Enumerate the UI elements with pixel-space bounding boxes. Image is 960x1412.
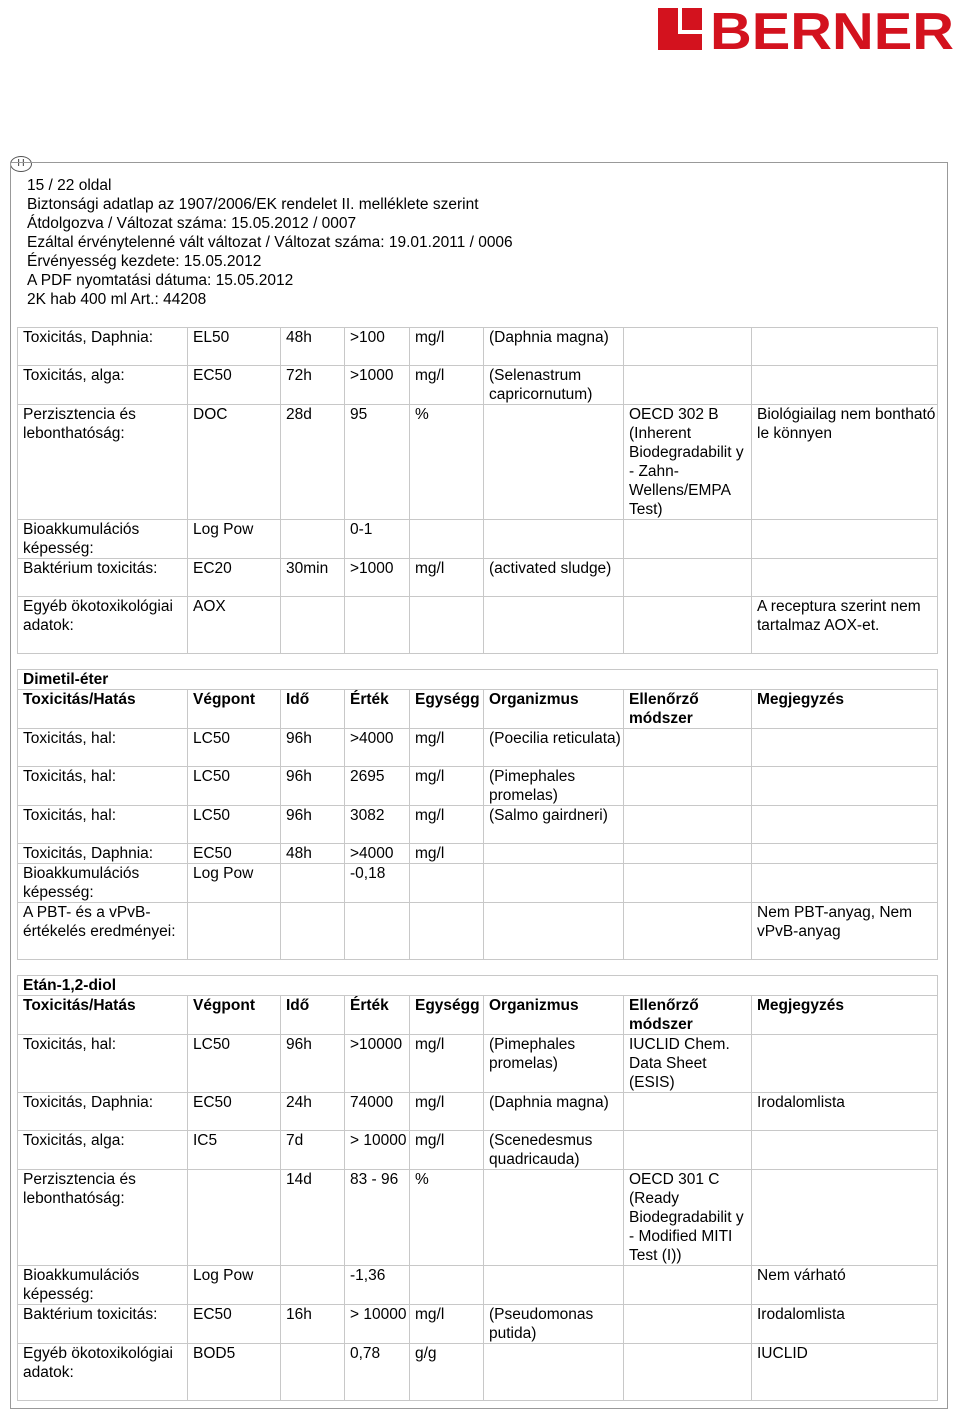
logo-text: BERNER <box>710 3 954 53</box>
table-cell <box>484 597 624 654</box>
table-row <box>18 520 938 559</box>
table-cell: IUCLID Chem. Data Sheet (ESIS) <box>624 1035 752 1093</box>
table-cell: >100 <box>345 328 410 366</box>
table-cell <box>484 1344 624 1401</box>
table-cell: Bioakkumulációs képesség: <box>18 520 188 559</box>
table-cell: 30min <box>281 559 345 597</box>
table-cell <box>624 328 752 366</box>
table-cell <box>484 520 624 559</box>
table-cell: -0,18 <box>345 864 410 903</box>
table-cell: Toxicitás, hal: <box>18 729 188 767</box>
table-cell: Toxicitás, hal: <box>18 1035 188 1093</box>
table-cell: Biológiailag nem bontható le könnyen <box>752 405 938 520</box>
table-cell <box>281 903 345 960</box>
table-cell: 14d <box>281 1170 345 1266</box>
column-header: Toxicitás/Hatás <box>18 690 188 729</box>
table-cell: 0,78 <box>345 1344 410 1401</box>
table-cell: LC50 <box>188 729 281 767</box>
header-row <box>18 996 938 1035</box>
table-cell: Egyéb ökotoxikológiai adatok: <box>18 597 188 654</box>
table-continuation <box>17 327 938 654</box>
table-cell: OECD 302 B (Inherent Biodegradabilit y - Zahn-Wellens/EMPA Test) <box>624 405 752 520</box>
table-cell: 96h <box>281 729 345 767</box>
table-cell: 96h <box>281 806 345 844</box>
table-cell: 16h <box>281 1305 345 1344</box>
table-cell <box>624 1093 752 1131</box>
table-cell <box>281 1266 345 1305</box>
table-cell: (Scenedesmus quadricauda) <box>484 1131 624 1170</box>
table-cell: 2695 <box>345 767 410 806</box>
table-cell <box>624 1344 752 1401</box>
table-cell <box>410 520 484 559</box>
table-cell <box>624 729 752 767</box>
column-header: Ellenőrző módszer <box>624 690 752 729</box>
table-cell: EC50 <box>188 1093 281 1131</box>
table-cell <box>752 366 938 405</box>
table-cell: Egyéb ökotoxikológiai adatok: <box>18 1344 188 1401</box>
table-cell: Perzisztencia és lebonthatóság: <box>18 405 188 520</box>
print-date-line: A PDF nyomtatási dátuma: 15.05.2012 <box>27 272 294 289</box>
table-cell: >1000 <box>345 559 410 597</box>
table-cell: AOX <box>188 597 281 654</box>
table-cell: LC50 <box>188 806 281 844</box>
table-row <box>18 806 938 844</box>
table-cell: Toxicitás, Daphnia: <box>18 1093 188 1131</box>
table-cell: (Daphnia magna) <box>484 1093 624 1131</box>
document-header <box>27 176 513 309</box>
table-cell <box>752 864 938 903</box>
column-header: Organizmus <box>484 690 624 729</box>
table-cell: 24h <box>281 1093 345 1131</box>
table-cell <box>752 1131 938 1170</box>
table-cell: mg/l <box>410 729 484 767</box>
table-cell: 95 <box>345 405 410 520</box>
table-cell: % <box>410 405 484 520</box>
table-cell: mg/l <box>410 559 484 597</box>
table-cell: mg/l <box>410 767 484 806</box>
table-cell <box>281 864 345 903</box>
table-cell <box>624 597 752 654</box>
column-header: Megjegyzés <box>752 996 938 1035</box>
table-cell: >4000 <box>345 844 410 864</box>
table-cell: BOD5 <box>188 1344 281 1401</box>
table-cell: (activated sludge) <box>484 559 624 597</box>
section-title: Dimetil-éter <box>18 670 938 690</box>
table-cell <box>752 1170 938 1266</box>
table-row <box>18 729 938 767</box>
table-cell: Nem PBT-anyag, Nem vPvB-anyag <box>752 903 938 960</box>
table-cell <box>624 806 752 844</box>
table-cell <box>624 520 752 559</box>
table-cell <box>410 1266 484 1305</box>
table-cell <box>624 559 752 597</box>
table-cell <box>188 1170 281 1266</box>
table-cell <box>624 366 752 405</box>
table-row <box>18 1170 938 1266</box>
table-cell: > 10000 <box>345 1305 410 1344</box>
table-cell <box>752 844 938 864</box>
table-cell: mg/l <box>410 844 484 864</box>
table-cell: 48h <box>281 844 345 864</box>
table-cell <box>624 1131 752 1170</box>
table-cell: mg/l <box>410 366 484 405</box>
table-cell: mg/l <box>410 806 484 844</box>
table-cell: EC50 <box>188 1305 281 1344</box>
table-cell <box>752 767 938 806</box>
table-cell: DOC <box>188 405 281 520</box>
table-cell: Toxicitás, hal: <box>18 806 188 844</box>
table-cell: Baktérium toxicitás: <box>18 559 188 597</box>
table-cell: 7d <box>281 1131 345 1170</box>
table-cell: >1000 <box>345 366 410 405</box>
table-cell: (Pseudomonas putida) <box>484 1305 624 1344</box>
table-cell: A receptura szerint nem tartalmaz AOX-et. <box>752 597 938 654</box>
table-cell: EC20 <box>188 559 281 597</box>
table-row <box>18 903 938 960</box>
table-ethanediol <box>17 975 938 1401</box>
column-header: Végpont <box>188 996 281 1035</box>
table-cell: -1,36 <box>345 1266 410 1305</box>
table-row <box>18 767 938 806</box>
table-row <box>18 366 938 405</box>
table-cell <box>484 844 624 864</box>
table-cell: A PBT- és a vPvB-értékelés eredményei: <box>18 903 188 960</box>
table-row <box>18 559 938 597</box>
table-cell <box>281 520 345 559</box>
table-cell: Perzisztencia és lebonthatóság: <box>18 1170 188 1266</box>
table-row <box>18 844 938 864</box>
table-cell: OECD 301 C (Ready Biodegradabilit y - Modified MITI Test (I)) <box>624 1170 752 1266</box>
table-cell <box>484 864 624 903</box>
table-cell: Log Pow <box>188 1266 281 1305</box>
table-cell <box>484 903 624 960</box>
column-header: Megjegyzés <box>752 690 938 729</box>
table-cell <box>410 903 484 960</box>
table-cell: 48h <box>281 328 345 366</box>
table-cell: IUCLID <box>752 1344 938 1401</box>
table-cell <box>188 903 281 960</box>
column-header: Toxicitás/Hatás <box>18 996 188 1035</box>
table-cell <box>624 1266 752 1305</box>
table-cell: Toxicitás, hal: <box>18 767 188 806</box>
table-cell: 3082 <box>345 806 410 844</box>
column-header: Idő <box>281 690 345 729</box>
table-cell <box>410 597 484 654</box>
table-cell <box>281 597 345 654</box>
table-cell: Toxicitás, Daphnia: <box>18 328 188 366</box>
table-cell: Toxicitás, alga: <box>18 1131 188 1170</box>
table-cell <box>624 1305 752 1344</box>
table-cell: Toxicitás, Daphnia: <box>18 844 188 864</box>
table-cell: mg/l <box>410 1035 484 1093</box>
table-row <box>18 1305 938 1344</box>
table-cell: >10000 <box>345 1035 410 1093</box>
table-cell <box>281 1344 345 1401</box>
table-cell: % <box>410 1170 484 1266</box>
table-cell: EC50 <box>188 844 281 864</box>
table-cell: 72h <box>281 366 345 405</box>
table-row <box>18 864 938 903</box>
table-cell <box>624 864 752 903</box>
berner-logo <box>656 3 956 53</box>
page-number: 15 / 22 oldal <box>27 177 112 194</box>
table-cell: mg/l <box>410 328 484 366</box>
table-cell: Log Pow <box>188 520 281 559</box>
product-line: 2K hab 400 ml Art.: 44208 <box>27 291 207 308</box>
table-cell: mg/l <box>410 1093 484 1131</box>
table-cell: (Selenastrum capricornutum) <box>484 366 624 405</box>
table-cell: Log Pow <box>188 864 281 903</box>
table-cell: EC50 <box>188 366 281 405</box>
table-cell: mg/l <box>410 1305 484 1344</box>
table-row <box>18 1344 938 1401</box>
country-badge: H <box>10 156 32 172</box>
table-cell: 96h <box>281 1035 345 1093</box>
column-header: Érték <box>345 996 410 1035</box>
table-cell: Nem várható <box>752 1266 938 1305</box>
table-row <box>18 405 938 520</box>
table-cell: Irodalomlista <box>752 1093 938 1131</box>
table-cell: EL50 <box>188 328 281 366</box>
table-cell: (Salmo gairdneri) <box>484 806 624 844</box>
table-cell <box>752 729 938 767</box>
table-cell: 83 - 96 <box>345 1170 410 1266</box>
table-cell <box>752 328 938 366</box>
table-row <box>18 328 938 366</box>
table-cell: 96h <box>281 767 345 806</box>
column-header: Egységg <box>410 690 484 729</box>
table-row <box>18 597 938 654</box>
table-cell <box>624 903 752 960</box>
table-cell: Baktérium toxicitás: <box>18 1305 188 1344</box>
table-cell: LC50 <box>188 1035 281 1093</box>
table-cell: g/g <box>410 1344 484 1401</box>
table-cell <box>484 1266 624 1305</box>
table-cell <box>410 864 484 903</box>
table-row <box>18 1035 938 1093</box>
table-cell <box>752 559 938 597</box>
column-header: Organizmus <box>484 996 624 1035</box>
table-row <box>18 1093 938 1131</box>
table-cell <box>752 806 938 844</box>
table-cell <box>624 767 752 806</box>
regulation-line: Biztonsági adatlap az 1907/2006/EK rendelet II. melléklete szerint <box>27 196 479 213</box>
table-cell: (Poecilia reticulata) <box>484 729 624 767</box>
table-cell: Bioakkumulációs képesség: <box>18 1266 188 1305</box>
table-cell <box>752 520 938 559</box>
table-cell: >4000 <box>345 729 410 767</box>
table-cell <box>484 405 624 520</box>
table-row <box>18 1131 938 1170</box>
revision-line: Átdolgozva / Változat száma: 15.05.2012 / 0007 <box>27 215 357 232</box>
table-cell: Toxicitás, alga: <box>18 366 188 405</box>
column-header: Érték <box>345 690 410 729</box>
table-cell: > 10000 <box>345 1131 410 1170</box>
table-cell: 0-1 <box>345 520 410 559</box>
table-cell: (Daphnia magna) <box>484 328 624 366</box>
superseded-line: Ezáltal érvénytelenné vált változat / Változat száma: 19.01.2011 / 0006 <box>27 234 513 251</box>
table-cell: Irodalomlista <box>752 1305 938 1344</box>
table-cell: Bioakkumulációs képesség: <box>18 864 188 903</box>
validity-line: Érvényesség kezdete: 15.05.2012 <box>27 253 262 270</box>
table-cell: LC50 <box>188 767 281 806</box>
column-header: Idő <box>281 996 345 1035</box>
table-cell: IC5 <box>188 1131 281 1170</box>
column-header: Végpont <box>188 690 281 729</box>
table-cell: 74000 <box>345 1093 410 1131</box>
column-header: Ellenőrző módszer <box>624 996 752 1035</box>
column-header: Egységg <box>410 996 484 1035</box>
table-cell <box>345 597 410 654</box>
table-row <box>18 1266 938 1305</box>
table-cell <box>752 1035 938 1093</box>
table-cell: (Pimephales promelas) <box>484 767 624 806</box>
table-cell <box>624 844 752 864</box>
section-title: Etán-1,2-diol <box>18 976 938 996</box>
table-cell <box>345 903 410 960</box>
table-cell: (Pimephales promelas) <box>484 1035 624 1093</box>
table-cell: mg/l <box>410 1131 484 1170</box>
table-dimethyl-ether <box>17 669 938 960</box>
table-cell: 28d <box>281 405 345 520</box>
header-row <box>18 690 938 729</box>
table-cell <box>484 1170 624 1266</box>
